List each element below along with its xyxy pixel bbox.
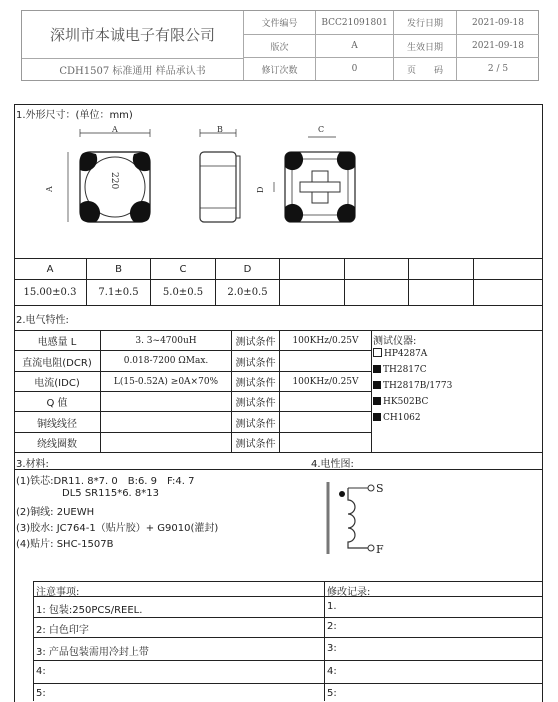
side-view	[200, 129, 240, 222]
notes-title: 注意事项:	[36, 587, 80, 598]
checkbox-filled-icon	[373, 365, 381, 373]
material-glue: (3)胶水: JC764-1（贴片胶）+ G9010(灌封)	[16, 523, 219, 534]
dim-value-c: 5.0±0.5	[162, 287, 204, 298]
dim-value-a: 15.00±0.3	[23, 287, 77, 298]
revision-item: 4:	[327, 666, 337, 677]
dim-value-b: 7.1±0.5	[98, 287, 139, 298]
dim-a-side-label: A	[45, 186, 54, 192]
schematic-finish-label: F	[376, 543, 384, 556]
row-idc-value: L(15-0.52A) ≥0A×70%	[113, 376, 219, 387]
row-inductance-value: 3. 3~4700uH	[135, 335, 197, 346]
row-dcr-value: 0.018-7200 ΩMax.	[123, 356, 209, 366]
row-q-name: Q 值	[46, 398, 68, 409]
issue-date-value: 2021-09-18	[472, 17, 524, 28]
row-inductance-name: 电感量 L	[37, 337, 77, 348]
instrument-th2817c: TH2817C	[373, 365, 427, 375]
dim-header-d: D	[243, 263, 252, 275]
dim-value-d: 2.0±0.5	[227, 287, 268, 298]
schematic-start-label: S	[376, 482, 384, 495]
dim-a-label: A	[112, 125, 118, 134]
instrument-hp4287a: HP4287A	[373, 348, 427, 359]
dim-header-c: C	[179, 263, 187, 275]
revision-item: 1.	[327, 601, 337, 612]
instrument-hk502bc: HK502BC	[373, 397, 428, 407]
section3-title: 3.材料:	[16, 459, 49, 470]
section4-title: 4.电性图:	[311, 459, 354, 470]
effective-date-label: 生效日期	[406, 42, 443, 53]
revision-item: 3:	[327, 643, 337, 654]
dim-b-label: B	[217, 125, 223, 134]
row-dcr-cond: 测试条件	[235, 357, 276, 369]
row-q-cond: 测试条件	[235, 398, 276, 409]
company-name: 深圳市本诚电子有限公司	[49, 26, 215, 44]
instrument-th2817b: TH2817B/1773	[373, 381, 452, 391]
revision-record-title: 修改记录:	[327, 587, 371, 598]
revision-label: 修订次数	[261, 65, 298, 76]
material-core: (1)铁芯:DR11. 8*7. 0 B:6. 9 F:4. 7	[16, 476, 195, 487]
note-item: 3: 产品包装需用冷封上带	[36, 647, 149, 658]
note-item: 1: 包装:250PCS/REEL.	[36, 605, 143, 616]
checkbox-empty-icon	[373, 348, 382, 357]
section2-title: 2.电气特性:	[16, 315, 69, 326]
page-label: 页 码	[406, 65, 443, 76]
effective-date-value: 2021-09-18	[472, 41, 524, 51]
schematic-diagram	[320, 476, 390, 562]
instruments-title: 测试仪器:	[373, 336, 417, 347]
row-dcr-name: 直流电阻(DCR)	[22, 357, 92, 369]
revision-item: 5:	[327, 688, 337, 699]
front-view	[68, 129, 150, 222]
issue-date-label: 发行日期	[406, 19, 443, 29]
row-idc-name: 电流(IDC)	[34, 378, 80, 389]
document-subtitle: CDH1507 标准通用 样品承认书	[59, 65, 206, 77]
outline-drawing	[45, 118, 390, 246]
section1-title: 1.外形尺寸：(单位：mm)	[16, 110, 133, 121]
revision-value: 0	[351, 64, 358, 74]
checkbox-filled-icon	[373, 397, 381, 405]
part-code-label: 220	[109, 172, 119, 190]
note-item: 2: 白色印字	[36, 625, 89, 636]
row-wire-name: 铜线线径	[37, 418, 77, 430]
row-inductance-cond: 测试条件	[235, 337, 276, 348]
dim-header-a: A	[46, 263, 54, 275]
instrument-ch1062: CH1062	[373, 413, 421, 423]
material-wire: (2)铜线: 2UEWH	[16, 507, 95, 518]
row-turns-name: 绕线圈数	[37, 439, 77, 450]
version-label: 版次	[270, 42, 289, 53]
page-value: 2 / 5	[487, 64, 509, 74]
checkbox-filled-icon	[373, 381, 381, 389]
document-header	[21, 10, 539, 81]
doc-no-value: BCC21091801	[321, 17, 388, 28]
checkbox-filled-icon	[373, 413, 381, 421]
note-item: 4:	[36, 666, 46, 677]
material-core-sub: DL5 SR115*6. 8*13	[62, 488, 160, 499]
row-wire-cond: 测试条件	[235, 418, 276, 430]
dim-d-label: D	[256, 186, 265, 193]
dim-c-label: C	[318, 125, 325, 134]
row-inductance-cond-value: 100KHz/0.25V	[292, 335, 359, 346]
row-idc-cond: 测试条件	[235, 378, 276, 389]
row-turns-cond: 测试条件	[235, 439, 276, 450]
revision-item: 2:	[327, 621, 337, 632]
doc-no-label: 文件编号	[261, 19, 298, 29]
version-value: A	[351, 41, 358, 51]
dim-header-b: B	[115, 263, 122, 275]
row-idc-cond-value: 100KHz/0.25V	[292, 376, 359, 387]
material-smd: (4)贴片: SHC-1507B	[16, 539, 114, 550]
bottom-view	[274, 137, 355, 222]
note-item: 5:	[36, 688, 46, 699]
